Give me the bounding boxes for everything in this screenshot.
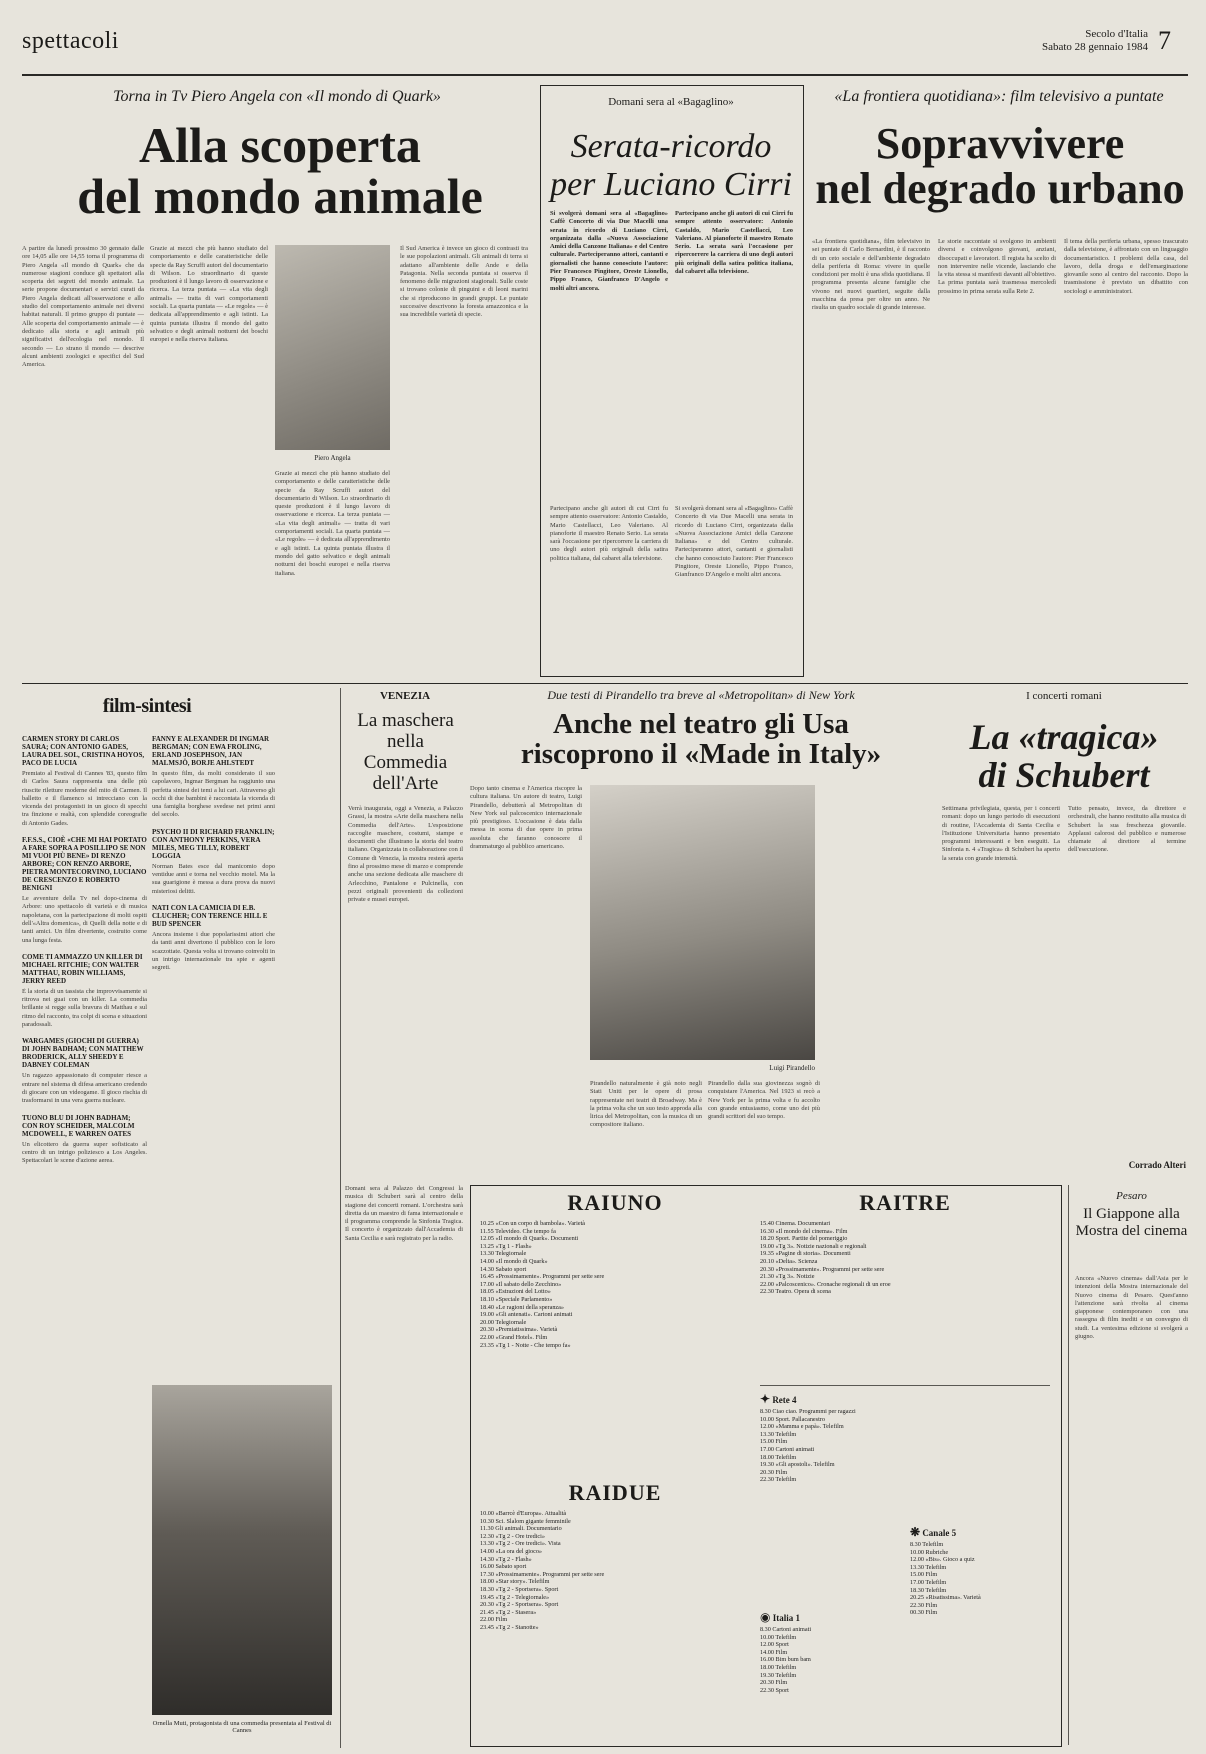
raiuno-logo: RAIUNO bbox=[567, 1190, 663, 1215]
film-item-title: COME TI AMMAZZO UN KILLER DI MICHAEL RITCHIE; CON WALTER MATTHAU, ROBIN WILLIAMS, JERRY REED bbox=[22, 952, 143, 985]
italia1-icon: ◉ bbox=[760, 1610, 771, 1624]
film-item-title: NATI CON LA CAMICIA DI E.B. CLUCHER; CON TERENCE HILL E BUD SPENCER bbox=[152, 903, 268, 928]
quark-photo bbox=[275, 245, 390, 450]
degrado-col2: Le storie raccontate si svolgono in ambienti diversi e coinvolgono giovani, anziani, disoccupati e lavoratori. Il regista ha scelto di non intervenire nelle vicende, lasciando che la vita stessa si manifesti davanti all'obiettivo. La prima puntata sarà trasmessa mercoledì prossimo in prima serata sulla Rete 2. bbox=[938, 238, 1056, 295]
page-number: 7 bbox=[1158, 26, 1171, 55]
raiuno-schedule: 10.25 «Con un corpo di bambola». Varietà 11.55 Televideo. Che tempo fa 12.05 «Il mondo di Quark». Documenti 13.25 «Tg 1 - Flash» 13.30 Telegiornale 14.00 «Il mondo di Quark» 14.30 Sabato sport 16.45 «Prossimamente». Programmi per sette sere 17.00 «Il sabato dello Zecchino» 18.05 «Estrazioni del Lotto» 18.10 «Speciale Parlamento» 18.40 «Le ragioni della speranza» 19.00 «Gli antenati». Cartoni animati 20.00 Telegiornale 20.30 «Premiatissima». Varietà 22.00 «Grand Hotel». Film 23.35 «Tg 1 - Notte - Che tempo fa» bbox=[480, 1220, 605, 1349]
film-item-text: In questo film, da molti considerato il suo capolavoro, Ingmar Bergman ha raggiunto una perfetta sintesi dei temi a lui cari. Attraverso gli occhi di due bambini è raccontata la vicenda di una famiglia borghese svedese nei primi anni del secolo. bbox=[152, 770, 275, 819]
rete4-schedule: 8.30 Ciao ciao. Programmi per ragazzi 10.00 Sport. Pallacanestro 12.00 «Mamma e papà». Telefilm 13.30 Telefilm 15.00 Film 17.00 Cartoni animati 18.00 Telefilm 19.30 «Gli apostoli». Telefilm 20.30 Film 22.30 Telefilm bbox=[760, 1408, 856, 1484]
paper-name: Secolo d'Italia bbox=[1085, 28, 1148, 40]
continuation-text: Domani sera al Palazzo dei Congressi la musica di Schubert sarà al centro della stagione dei concerti romani. L'orchestra sarà diretta da un maestro di fama internazionale e il programma comprende la Sinfonia Tragica. Il concerto è organizzato dall'Accademia di Santa Cecilia e sarà registrato per la radio. bbox=[345, 1185, 463, 1242]
pirandello-title-line1: Anche nel teatro gli Usa bbox=[553, 708, 849, 740]
cirri-col1: Si svolgerà domani sera al «Bagaglino» Caffè Concerto di via Due Macelli una serata in ricordo di Luciano Cirri, organizzata dalla «Nuova Associazione Amici della Canzone Italiana» e del Centro culturale. Parteciperanno attori, cantanti e giornalisti che hanno conosciuto l'autore: Pier Francesco Pingitore, Oreste Lionello, Pippo Franco, Gianfranco D'Angelo e molti altri ancora. bbox=[550, 210, 668, 292]
schubert-title-line1: La «tragica» bbox=[969, 717, 1159, 757]
schubert-title-line2: di Schubert bbox=[978, 755, 1150, 795]
quark-col1: A partire da lunedì prossimo 30 gennaio dalle ore 14,05 alle ore 14,55 torna il programma di Piero Angela «Il mondo di Quark» che da numerose stagioni conduce gli spettatori alla scoperta dei segreti del mondo animale. La serie propone documentari e servizi curati da Piero Angela dedicati all'osservazione e allo studio del comportamento animale nei diversi habitat naturali. Il primo gruppo di puntate — Alle scoperta del comportamento animale — è dedicato alla storia e agli animali più significativi dell'ecologia nel mondo. Il secondo — Lo strano il mondo — descrive alcuni ambienti zoologici e specifici del Sud America. bbox=[22, 245, 144, 369]
cirri-col2b: Si svolgerà domani sera al «Bagaglino» Caffè Concerto di via Due Macelli una serata in ricordo di Luciano Cirri, organizzata dalla «Nuova Associazione Amici della Canzone Italiana» e del Centro culturale. Parteciperanno attori, cantanti e giornalisti che hanno conosciuto l'autore: Pier Francesco Pingitore, Oreste Lionello, Pippo Franco, Gianfranco D'Angelo e molti altri ancora. bbox=[675, 505, 793, 579]
quark-title-line1: Alla scoperta bbox=[139, 117, 421, 173]
film-item-text: È la storia di un tassista che improvvisamente si ritrova nei guai con un killer. La commedia brillante si regge sulla bravura di Matthau e sul ritmo del racconto, tra colpi di scena e situazioni paradossali. bbox=[22, 987, 147, 1029]
venezia-text: Verrà inaugurata, oggi a Venezia, a Palazzo Grassi, la mostra «Arte della maschera nella Commedia dell'Arte». L'esposizione raccoglie maschere, costumi, stampe e documenti che illustrano la storia del teatro italiano. Organizzata in collaborazione con il Comune di Venezia, la mostra resterà aperta fino al prossimo mese di marzo e comprende anche una sezione dedicata alle maschere di Arlecchino, Pantalone e Pulcinella, con pezzi originali provenienti da collezioni private e musei europei. bbox=[348, 805, 463, 904]
raidue-logo: RAIDUE bbox=[568, 1480, 662, 1505]
degrado-col1: «La frontiera quotidiana», film televisivo in sei puntate di Carlo Bernardini, è il racconto di un ceto sociale e dell'ambiente degradato della periferia di Roma: vivere in quelle condizioni per molti è una sfida quotidiana. Il programma presenta alcune famiglie che vivono nei nuovi quartieri, seguite dalla macchina da presa per oltre un anno. Ne risulta un quadro sociale di grande interesse. bbox=[812, 238, 930, 312]
pirandello-col2: Pirandello naturalmente è già noto negli Stati Uniti per le opere di prosa rappresentate nei teatri di Broadway. Ma è la prima volta che un suo testo approda alla lirica del Metropolitan, con la musica di un compositore italiano. bbox=[590, 1080, 702, 1129]
schubert-signature: Corrado Alteri bbox=[1128, 1160, 1186, 1170]
film-sintesi-col2 bbox=[152, 735, 275, 1215]
film-item-title: WARGAMES (GIOCHI DI GUERRA) DI JOHN BADHAM; CON MATTHEW BRODERICK, ALLY SHEEDY E DABNEY COLEMAN bbox=[22, 1037, 144, 1070]
quark-col2b: Grazie ai mezzi che più hanno studiato del comportamento e delle caratteristiche delle specie da Ray Scruffi autori del documentario di Wilson. Lo straordinario di queste produzioni è il lungo lavoro di osservazione e ricerca. La terza puntata — «La vita degli animali» — tratta di vari comportamenti sociali. La quarta puntata — «Le regole» — è dedicata all'apprendimento e agli istinti. La quinta puntata illustra il mondo del gatto selvatico e degli animali notturni dei boschi europei e nella riserva italiana. bbox=[275, 470, 390, 577]
film-item-title: FANNY E ALEXANDER DI INGMAR BERGMAN; CON EWA FROLING, ERLAND JOSEPHSON, JAN MALMSJÖ, BORJE AHLSTEDT bbox=[152, 735, 270, 767]
cirri-headline bbox=[545, 128, 797, 204]
cirri-col1b: Partecipano anche gli autori di cui Cirri fu sempre attento osservatore: Antonio Castaldo, Mario Castellacci, Leo Valeriano. Al pianoforte il maestro Renato Serio. La serata sarà l'occasione per ripercorrere la carriera di uno degli autori più originali della satira politica italiana, dal cabaret alla televisione. bbox=[550, 505, 668, 562]
pirandello-photo bbox=[590, 785, 815, 1060]
raitre-schedule: 15.40 Cinema. Documentari 16.30 «Il mondo del cinema». Film 18.20 Sport. Partite del pomeriggio 19.00 «Tg 3». Notizie nazionali e regionali 19.35 «Pagine di storia». Documenti 20.10 «Delta». Scienza 20.30 «Prossimamente». Programmi per sette sere 21.30 «Tg 3». Notizie 22.00 «Palcoscenico». Cronache regionali di un eroe 22.30 Teatro. Opera di scena bbox=[760, 1220, 891, 1296]
film-item-title: CARMEN STORY DI CARLOS SAURA; CON ANTONIO GADES, LAURA DEL SOL, CRISTINA HOYOS, PACO DE LUCIA bbox=[22, 735, 145, 767]
quark-title-line2: del mondo animale bbox=[77, 168, 483, 224]
schubert-headline bbox=[940, 718, 1188, 794]
film-item-text: Premiato al Festival di Cannes '83, questo film di Carlos Saura rappresenta una delle più riuscite riletture moderne del mito di Carmen. Il balletto e il flamenco si intrecciano con la vicenda dei protagonisti in un gioco di specchi tra finzione e realtà, con splendide coreografie di Antonio Gades. bbox=[22, 770, 147, 827]
quark-headline bbox=[40, 117, 520, 224]
rete4-label bbox=[760, 1392, 797, 1407]
canale5-label bbox=[910, 1525, 956, 1540]
section-title: spettacoli bbox=[22, 28, 119, 54]
pesaro-rule bbox=[1068, 1185, 1069, 1745]
pesaro-text: Ancora «Nuovo cinema» dall'Asia per le intenzioni della Mostra internazionale del Nuovo cinema di Pesaro. Quest'anno l'attenzione sarà rivolta al cinema giapponese contemporaneo con una rassegna di film inediti e un convegno di studi. La ventesima edizione si svolgerà a giugno. bbox=[1075, 1275, 1188, 1341]
film-item-text: Ancora insieme i due popolarissimi attori che da tanti anni divertono il pubblico con le loro scazzottate. Questa volta si trovano coinvolti in un intrigo internazionale tra spie e agenti segreti. bbox=[152, 930, 275, 972]
cirri-title-line2: per Luciano Cirri bbox=[550, 166, 792, 203]
venezia-title: La maschera nella Commedia dell'Arte bbox=[357, 710, 454, 794]
pesaro-title: Il Giappone alla Mostra del cinema bbox=[1075, 1206, 1188, 1239]
italia1-schedule: 8.30 Cartoni animati 10.00 Telefilm 12.00 Sport 14.00 Film 16.00 Bim bum bam 18.00 Telefilm 19.30 Telefilm 20.30 Film 22.30 Sport bbox=[760, 1626, 812, 1694]
film-item-text: Un ragazzo appassionato di computer riesce a entrare nel sistema di difesa americano credendo di giocare con un videogame. Il gioco rischia di trasformarsi in una vera guerra nucleare. bbox=[22, 1072, 147, 1105]
pirandello-photo-caption: Luigi Pirandello bbox=[769, 1064, 815, 1072]
raidue-schedule: 10.00 «Barrcè d'Europa». Attualità 10.30 Sci. Slalom gigante femminile 11.30 Gli animali. Documentario 12.30 «Tg 2 - Ore tredici» 13.30 «Tg 2 - Ore tredici». Vista 14.00 «La ora del gioco» 14.30 «Tg 2 - Flash» 16.00 Sabato sport 17.30 «Prossimamente». Programmi per sette sere 18.00 «Star story». Telefilm 18.30 «Tg 2 - Sportsera». Sport 19.45 «Tg 2 - Telegiornale» 20.30 «Tg 2 - Sportsera». Sport 21.45 «Tg 2 - Stasera» 22.00 Film 23.45 «Tg 2 - Stanotte» bbox=[480, 1510, 605, 1631]
canale5-label-text: Canale 5 bbox=[922, 1528, 957, 1538]
schubert-kicker: I concerti romani bbox=[1026, 690, 1102, 702]
header-rule bbox=[22, 74, 1188, 76]
cirri-kicker: Domani sera al «Bagaglino» bbox=[608, 96, 734, 108]
issue-date: Sabato 28 gennaio 1984 bbox=[1041, 41, 1148, 53]
film-item-text: Norman Bates esce dal manicomio dopo ventidue anni e torna nel vecchio motel. Ma la sua guarigione è messa a dura prova da nuovi misteriosi delitti. bbox=[152, 862, 275, 895]
pirandello-headline bbox=[470, 710, 932, 769]
mid-rule bbox=[22, 683, 1188, 684]
canale5-schedule: 8.30 Telefilm 10.00 Rubriche 12.00 «Bis». Gioco a quiz 13.30 Telefilm 15.00 Film 17.00 Telefilm 18.30 Telefilm 20.25 «Risatissima». Varietà 22.30 Film 00.30 Film bbox=[910, 1541, 981, 1617]
venezia-rule bbox=[340, 688, 341, 1748]
venezia-kicker: VENEZIA bbox=[379, 690, 431, 702]
pirandello-col3: Pirandello dalla sua giovinezza sognò di conquistare l'America. Nel 1923 si recò a New York per la prima volta e fu accolto con grande entusiasmo, come uno dei più grandi scrittori del suo tempo. bbox=[708, 1080, 820, 1121]
italia1-label-text: Italia 1 bbox=[772, 1613, 800, 1623]
degrado-headline bbox=[815, 119, 1185, 213]
degrado-col3: Il tema della periferia urbana, spesso trascurato dalla televisione, è affrontato con un linguaggio documentaristico. I problemi della casa, del lavoro, della droga e dell'emarginazione giovanile sono al centro del racconto. Dopo la trasmissione è previsto un dibattito con sociologi e amministratori. bbox=[1064, 238, 1188, 295]
pirandello-title-line2: riscoprono il «Made in Italy» bbox=[520, 737, 882, 770]
cirri-col2: Partecipano anche gli autori di cui Cirri fu sempre attento osservatore: Antonio Castaldo, Mario Castellacci, Leo Valeriano. Al pianoforte il maestro Renato Serio. La serata sarà l'occasione per ripercorrere la carriera di uno degli autori più originali della satira politica italiana, dal cabaret alla televisione. bbox=[675, 210, 793, 276]
italia1-label bbox=[760, 1610, 800, 1625]
degrado-title-line2: nel degrado urbano bbox=[815, 163, 1185, 213]
film-item-text: Un elicottero da guerra super sofisticato al centro di un intrigo poliziesco a Los Angeles. Spettacolari le scene d'azione aerea. bbox=[22, 1140, 147, 1165]
film-photo bbox=[152, 1385, 332, 1715]
masthead-info bbox=[1000, 28, 1148, 54]
rete4-label-text: Rete 4 bbox=[772, 1395, 797, 1405]
pirandello-kicker: Due testi di Pirandello tra breve al «Metropolitan» di New York bbox=[547, 688, 855, 702]
canale5-icon: ❋ bbox=[910, 1525, 921, 1539]
schubert-col1: Settimana privilegiata, questa, per i concerti romani: dopo un lungo periodo di esecuzioni di routine, l'Accademia di Santa Cecilia e l'Istituzione Universitaria hanno presentato programmi interessanti e ben eseguiti. La Sinfonia n. 4 «Tragica» di Schubert ha aperto la serata con grande intensità. bbox=[942, 805, 1060, 862]
raitre-logo: RAITRE bbox=[859, 1190, 951, 1215]
film-item-title: TUONO BLU DI JOHN BADHAM; CON ROY SCHEIDER, MALCOLM MCDOWELL, E WARREN OATES bbox=[22, 1113, 135, 1138]
rete4-icon: ✦ bbox=[760, 1392, 771, 1406]
film-item-title: PSYCHO II DI RICHARD FRANKLIN; CON ANTHONY PERKINS, VERA MILES, MEG TILLY, ROBERT LOGGIA bbox=[152, 827, 275, 860]
film-sintesi-col1 bbox=[22, 735, 147, 1745]
film-item-text: Le avventure della Tv nel dopo-cinema di Arbore: uno spettacolo di varietà e di musica napoletana, con la partecipazione di molti ospiti dell'«Altra domenica», di Quelli della notte e di tanti amici. Un film divertente, costruito come una lunga festa. bbox=[22, 895, 147, 944]
degrado-title-line1: Sopravvivere bbox=[875, 119, 1125, 168]
tv-divider bbox=[760, 1385, 1050, 1386]
quark-col2: Grazie ai mezzi che più hanno studiato del comportamento e delle caratteristiche delle specie da Ray Scruffi autori del documentario di Wilson. Lo straordinario di queste produzioni è il lungo lavoro di osservazione e ricerca. La terza puntata — «La vita degli animali» — tratta di vari comportamenti sociali. La quarta puntata — «Le regole» — è dedicata all'apprendimento e agli istinti. La quinta puntata illustra il mondo del gatto selvatico e degli animali notturni dei boschi europei e nella riserva italiana. bbox=[150, 245, 268, 344]
film-item-title: F.F.S.S., CIOÈ «CHE MI HAI PORTATO A FARE SOPRA A POSILLIPO SE NON MI VUOI PIÙ BENE» DI RENZO ARBORE; CON RENZO ARBORE, PIETRA MONTECORVINO, LUCIANO DE CRESCENZO E ROBERTO BENIGNI bbox=[22, 836, 147, 893]
pirandello-col1: Dopo tanto cinema e l'America riscopre la cultura italiana. Un autore di teatro, Luigi Pirandello, debutterà al Metropolitan di New York sul palcoscenico internazionale più prestigioso. L'occasione è data dalla messa in scena di due opere in prima assoluta che faranno conoscere il drammaturgo al pubblico americano. bbox=[470, 785, 582, 851]
schubert-col2: Tutto pensato, invece, da direttore e orchestrali, che hanno restituito alla musica di Schubert la sua freschezza giovanile. Applausi calorosi del pubblico e numerose chiamate al direttore al termine dell'esecuzione. bbox=[1068, 805, 1186, 854]
film-sintesi-head: film-sintesi bbox=[102, 695, 192, 717]
cirri-title-line1: Serata-ricordo bbox=[570, 128, 772, 165]
quark-col3: Il Sud America è invece un gioco di contrasti tra le sue popolazioni animali. Gli animali di terra si adattano all'ambiente delle Ande e della Patagonia. Nella seconda puntata si osserva il fenomeno delle migrazioni stagionali. Sulle coste si trovano colonie di pinguini e di leoni marini che si riproducono in grandi gruppi. Le puntate successive descrivono la foresta amazzonica e la sua incredibile varietà di specie. bbox=[400, 245, 528, 319]
quark-kicker: Torna in Tv Piero Angela con «Il mondo di Quark» bbox=[113, 88, 441, 105]
film-photo-caption: Ornella Muti, protagonista di una commedia presentata al Festival di Cannes bbox=[152, 1720, 332, 1734]
degrado-kicker: «La frontiera quotidiana»: film televisivo a puntate bbox=[834, 88, 1164, 105]
quark-photo-caption: Piero Angela bbox=[314, 454, 351, 462]
pesaro-kicker: Pesaro bbox=[1116, 1190, 1147, 1202]
